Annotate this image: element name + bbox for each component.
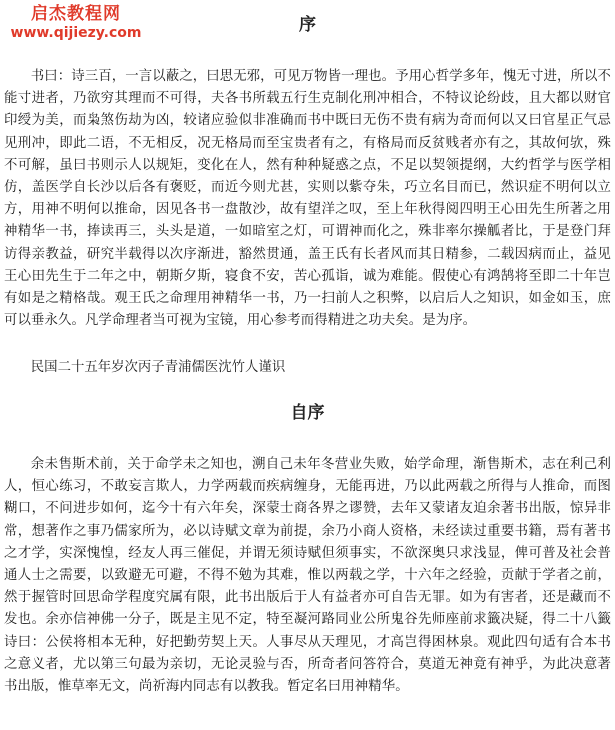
preface-body: 书曰：诗三百，一言以蔽之，曰思无邪，可见万物皆一理也。予用心哲学多年，愧无寸进，所以不能寸进者，乃欲穷其理而不可得，夫各书所载五行生克制化刑冲相合，不特议论纷歧，且大都以财官印绶为美，而枭煞伤劫为凶，较诸应验似非准确而书中既曰无伤不贵有病为奇而何以又曰官星正气忌见刑冲，即此二语，不无相反，况无格局而至宝贵者有之，有格局而反贫贱者亦有之，其故何欤，殊不可解，虽曰书则示人以规矩，变化在人，然有种种疑惑之点，不足以契领提纲，大约哲学与医学相仿，盖医学自长沙以后各有褒贬，而近今则尤甚，实则以紫夺朱，巧立名目而已，然识症不明何以立方，用神不明何以推命，因见各书一盘散沙，故有望洋之叹，至上年秋得阅四明王心田先生所著之用神精华一书，捧读再三，头头是道，一如暗室之灯，可谓神而化之，殊非率尔操觚者比，于是登门拜访得亲教益，研究半载得以次序渐进，豁然贯通，盖王氏有长者风而其日精参，二载因病而止，益见王心田先生于二年之中，朝斯夕斯，寝食不安，苦心孤诣，诚为难能。假使心有鸿鹄将至即二十年岂有如是之精格哉。观王氏之命理用神精华一书，乃一扫前人之积弊，以启后人之知识，如金如玉，庶可以垂永久。凡学命理者当可视为宝镜，用心参考而得精进之功夫矣。是为序。: [4, 69, 611, 329]
self-preface-title: 自序: [290, 403, 325, 423]
self-preface-body: 余未售斯术前，关于命学未之知也，溯自己未年冬营业失败，始学命理，渐售斯术，志在利己利人，恒心练习，不敢妄言欺人，力学两载而疾病缠身，无能再进，乃以此两载之所得与人推命，而图糊口，不问进步如何，迄今十有六年矣，深蒙士商各界之谬赞，去年又蒙诸友迫余著书出版，惊异非常，想著作之事乃儒家所为，必以诗赋文章为前提，余乃小商人资格，未经读过重要书籍，焉有著书之才学，实深愧惶，经友人再三催促，并谓无须诗赋但须事实，不欲深奥只求浅显，俾可普及社会普通人士之需要，以致避无可避，不得不勉为其难，惟以两载之学，十六年之经验，贡献于学者之前，然于握管时回思命学程度究属有限，此书出版后于人有益者亦可自告无罪。如为有害者，还是藏而不发也。余亦信神佛一分子，既是主见不定，特至凝河路同业公所鬼谷先师座前求籤决疑，得二十八籤诗曰：公侯将相本无种，好把勤劳契上天。人事尽从天理见，才高岂得困林泉。观此四句适有合本书之意义者，尤以第三句最为亲切，无论灵验与否，所奇者问答符合，莫道无神竟有神乎，为此决意著书出版，惟草率无文，尚祈海内同志有以教我。暂定名曰用神精华。: [4, 457, 611, 695]
preface-signature: 民国二十五年岁次丙子青浦儒医沈竹人谨识: [30, 360, 286, 375]
preface-title: 序: [299, 15, 316, 35]
watermark-site-name: 启杰教程网: [31, 4, 121, 24]
watermark-url: www.qijiezy.com: [10, 25, 142, 41]
